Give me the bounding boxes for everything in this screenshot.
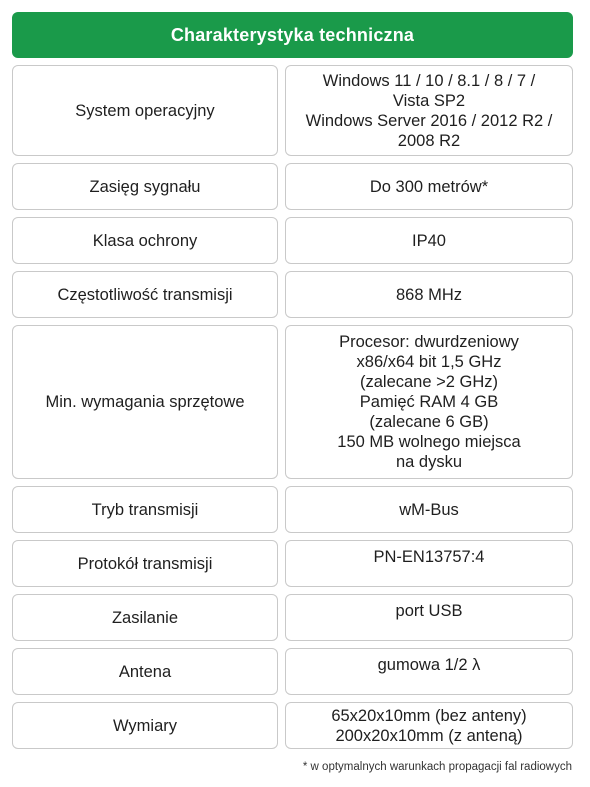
spec-value: [285, 217, 573, 264]
spec-label: Zasięg sygnału: [12, 163, 278, 210]
spec-value: [285, 540, 573, 587]
spec-value-line: Windows Server 2016 / 2012 R2 /: [305, 111, 553, 130]
spec-value-line: Vista SP2: [392, 91, 466, 110]
table-row: [12, 702, 573, 749]
table-row: [12, 540, 573, 587]
spec-value-line: 2008 R2: [397, 131, 461, 150]
spec-value-line: 150 MB wolnego miejsca: [337, 433, 521, 451]
spec-label: Antena: [12, 648, 278, 695]
spec-value-line: x86/x64 bit 1,5 GHz: [356, 353, 502, 371]
spec-value: [285, 702, 573, 749]
spec-value: [285, 648, 573, 695]
table-row: [12, 648, 573, 695]
spec-value-line: (zalecane 6 GB): [369, 413, 489, 431]
table-row: [12, 65, 573, 156]
spec-value-line: 868 MHz: [395, 285, 463, 304]
spec-label: Protokół transmisji: [12, 540, 278, 587]
spec-value-line: gumowa 1/2 λ: [377, 656, 481, 674]
spec-value-line: IP40: [412, 231, 446, 250]
table-title: Charakterystyka techniczna: [170, 24, 415, 45]
spec-value: [285, 594, 573, 641]
spec-value: [285, 65, 573, 156]
spec-value-line: 65x20x10mm (bez anteny): [331, 706, 527, 725]
spec-value: [285, 163, 573, 210]
spec-value: [285, 486, 573, 533]
spec-value-line: na dysku: [395, 453, 463, 471]
table-row: [12, 594, 573, 641]
table-row: [12, 217, 573, 264]
spec-value-line: Windows 11 / 10 / 8.1 / 8 / 7 /: [322, 71, 536, 90]
spec-value-line: wM-Bus: [399, 500, 459, 519]
spec-label: Klasa ochrony: [12, 217, 278, 264]
spec-label: Min. wymagania sprzętowe: [12, 325, 278, 479]
spec-value-line: (zalecane >2 GHz): [359, 373, 499, 391]
spec-label: Częstotliwość transmisji: [12, 271, 278, 318]
spec-value-line: PN-EN13757:4: [373, 548, 485, 566]
spec-value-line: Procesor: dwurdzeniowy: [339, 333, 519, 351]
spec-value-line: port USB: [395, 602, 463, 620]
table-row: [12, 163, 573, 210]
spec-value-line: Pamięć RAM 4 GB: [359, 393, 499, 411]
spec-label: Zasilanie: [12, 594, 278, 641]
table-row: [12, 486, 573, 533]
footnote: * w optymalnych warunkach propagacji fal radiowych: [302, 761, 572, 773]
spec-label: Wymiary: [12, 702, 278, 749]
spec-value-line: 200x20x10mm (z anteną): [335, 726, 523, 745]
spec-value-line: Do 300 metrów*: [369, 177, 489, 196]
spec-value: [285, 271, 573, 318]
table-header: [12, 12, 573, 58]
spec-label: Tryb transmisji: [12, 486, 278, 533]
table-row: [12, 271, 573, 318]
spec-value: [285, 325, 573, 479]
table-row: [12, 325, 573, 479]
spec-label: System operacyjny: [12, 65, 278, 156]
